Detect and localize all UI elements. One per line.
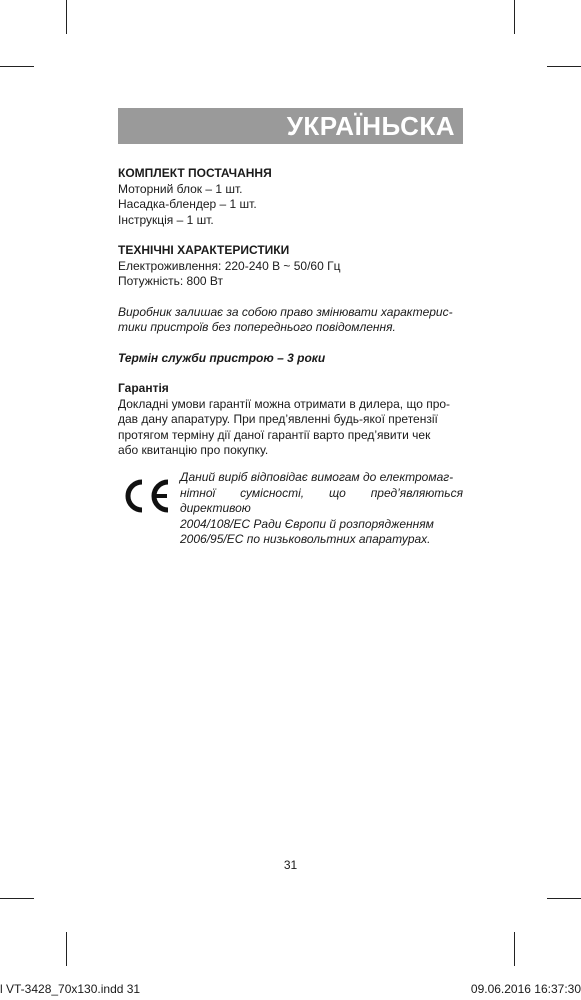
service-life: Термін служби пристрою – 3 роки: [118, 350, 326, 365]
crop-mark: [0, 66, 34, 67]
package-item: Інструкція – 1 шт.: [118, 212, 214, 227]
spec-item: Потужність: 800 Вт: [118, 274, 223, 288]
warranty-heading: Гарантія: [118, 381, 169, 395]
crop-mark: [66, 0, 67, 34]
conformity-line: 2006/95/ЕС по низьковольтних апаратурах.: [180, 532, 431, 546]
page-title: УКРАЇНЬСКА: [286, 111, 455, 141]
disclaimer-line: тики пристроїв без попереднього повідомлення.: [118, 320, 396, 334]
warranty-line: дав дану апаратуру. При пред’явленні будь-якої претензії: [118, 412, 438, 426]
warranty-line: або квитанцію про покупку.: [118, 443, 269, 457]
ce-mark-icon: [120, 476, 174, 516]
warranty-text: [118, 397, 463, 459]
main-content: [118, 166, 463, 459]
page-number: 31: [283, 858, 298, 872]
conformity-line: 2004/108/ЕС Ради Європи й розпорядженням: [180, 516, 434, 531]
crop-mark: [547, 898, 581, 899]
date-slug: 09.06.2016 16:37:30: [470, 982, 581, 996]
file-slug: l VT-3428_70x130.indd 31: [0, 982, 141, 996]
conformity-line: Даний виріб відповідає вимогам до електромаг-: [180, 470, 454, 484]
spec-item: Електроживлення: 220-240 В ~ 50/60 Гц: [118, 258, 341, 273]
conformity-text: [180, 470, 463, 548]
package-heading: КОМПЛЕКТ ПОСТАЧАННЯ: [118, 166, 272, 180]
warranty-line: Докладні умови гарантії можна отримати в дилера, що про-: [118, 396, 451, 411]
package-item: Моторний блок – 1 шт.: [118, 181, 243, 196]
manufacturer-disclaimer: [118, 305, 463, 336]
disclaimer-line: Виробник залишає за собою право змінювати характерис-: [118, 304, 453, 319]
package-item: Насадка-блендер – 1 шт.: [118, 197, 257, 211]
crop-mark: [547, 66, 581, 67]
crop-mark: [514, 0, 515, 34]
conformity-block: [118, 470, 463, 546]
crop-mark: [66, 932, 67, 966]
crop-mark: [514, 932, 515, 966]
language-header-bar: [118, 108, 463, 144]
specs-heading: ТЕХНІЧНІ ХАРАКТЕРИСТИКИ: [118, 243, 290, 257]
crop-mark: [0, 898, 34, 899]
conformity-line: нітної сумісності, що пред’являються директивою: [180, 485, 463, 515]
warranty-line: протягом терміну дії даної гарантії варто пред’явити чек: [118, 427, 431, 442]
